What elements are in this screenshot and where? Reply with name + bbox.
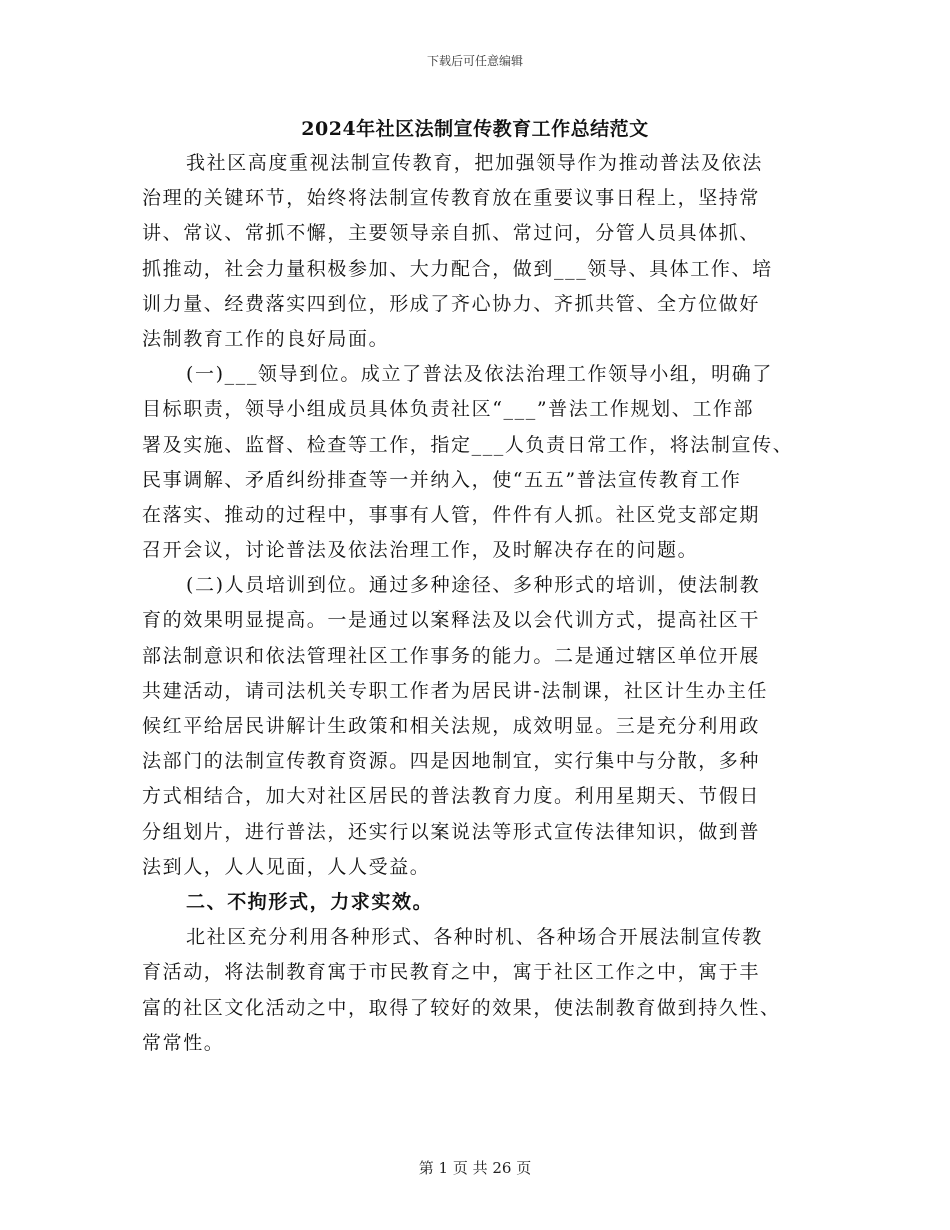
paragraph-line: 部法制意识和依法管理社区工作事务的能力。二是通过辖区单位开展	[142, 644, 761, 667]
paragraph-line: 方式相结合，加大对社区居民的普法教育力度。利用星期天、节假日	[142, 785, 761, 808]
page-footer: 第 1 页 共 26 页	[418, 1159, 532, 1177]
paragraph-line: 法到人，人人见面，人人受益。	[142, 855, 431, 878]
section-heading: 二、不拘形式，力求实效。	[186, 890, 434, 913]
paragraph-line: 候红平给居民讲解计生政策和相关法规，成效明显。三是充分利用政	[142, 715, 761, 737]
paragraph-line: 分组划片，进行普法，还实行以案说法等形式宣传法律知识，做到普	[142, 820, 761, 843]
paragraph-line: 民事调解、矛盾纠纷排查等一并纳入，使“五五”普法宣传教育工作	[142, 468, 742, 491]
paragraph-line: 富的社区文化活动之中，取得了较好的效果，使法制教育做到持久性、	[142, 996, 781, 1019]
paragraph-line: 北社区充分利用各种形式、各种时机、各种场合开展法制宣传教	[186, 926, 763, 949]
paragraph-line: 抓推动，社会力量积极参加、大力配合，做到___领导、具体工作、培	[142, 257, 773, 280]
document-body	[142, 146, 822, 1061]
paragraph-line: 育的效果明显提高。一是通过以案释法及以会代训方式，提高社区干	[142, 609, 761, 632]
header-note: 下载后可任意编辑	[426, 54, 523, 68]
paragraph-line: 常常性。	[142, 1031, 225, 1054]
paragraph-line: 在落实、推动的过程中，事事有人管，件件有人抓。社区党支部定期	[142, 503, 761, 526]
paragraph-line: 法制教育工作的良好局面。	[142, 327, 390, 350]
paragraph-line: 育活动，将法制教育寓于市民教育之中，寓于社区工作之中，寓于丰	[142, 961, 761, 984]
paragraph-line: 法部门的法制宣传教育资源。四是因地制宜，实行集中与分散，多种	[142, 750, 761, 773]
paragraph-line: 署及实施、监督、检查等工作，指定___人负责日常工作，将法制宣传、	[142, 433, 794, 456]
paragraph-line: 我社区高度重视法制宣传教育，把加强领导作为推动普法及依法	[186, 152, 763, 174]
paragraph-line: (一)___领导到位。成立了普法及依法治理工作领导小组，明确了	[186, 363, 773, 386]
paragraph-line: 训力量、经费落实四到位，形成了齐心协力、齐抓共管、全方位做好	[142, 292, 761, 315]
paragraph-line: 共建活动，请司法机关专职工作者为居民讲-法制课，社区计生办主任	[142, 679, 769, 702]
document-title: 2024年社区法制宣传教育工作总结范文	[301, 118, 649, 140]
paragraph-line: 讲、常议、常抓不懈，主要领导亲自抓、常过问，分管人员具体抓、	[142, 222, 761, 245]
paragraph-line: (二)人员培训到位。通过多种途径、多种形式的培训，使法制教	[186, 574, 761, 597]
paragraph-line: 目标职责，领导小组成员具体负责社区“___”普法工作规划、工作部	[142, 398, 755, 421]
paragraph-line: 治理的关键环节，始终将法制宣传教育放在重要议事日程上，坚持常	[142, 187, 761, 210]
paragraph-line: 召开会议，讨论普法及依法治理工作，及时解决存在的问题。	[142, 539, 699, 562]
